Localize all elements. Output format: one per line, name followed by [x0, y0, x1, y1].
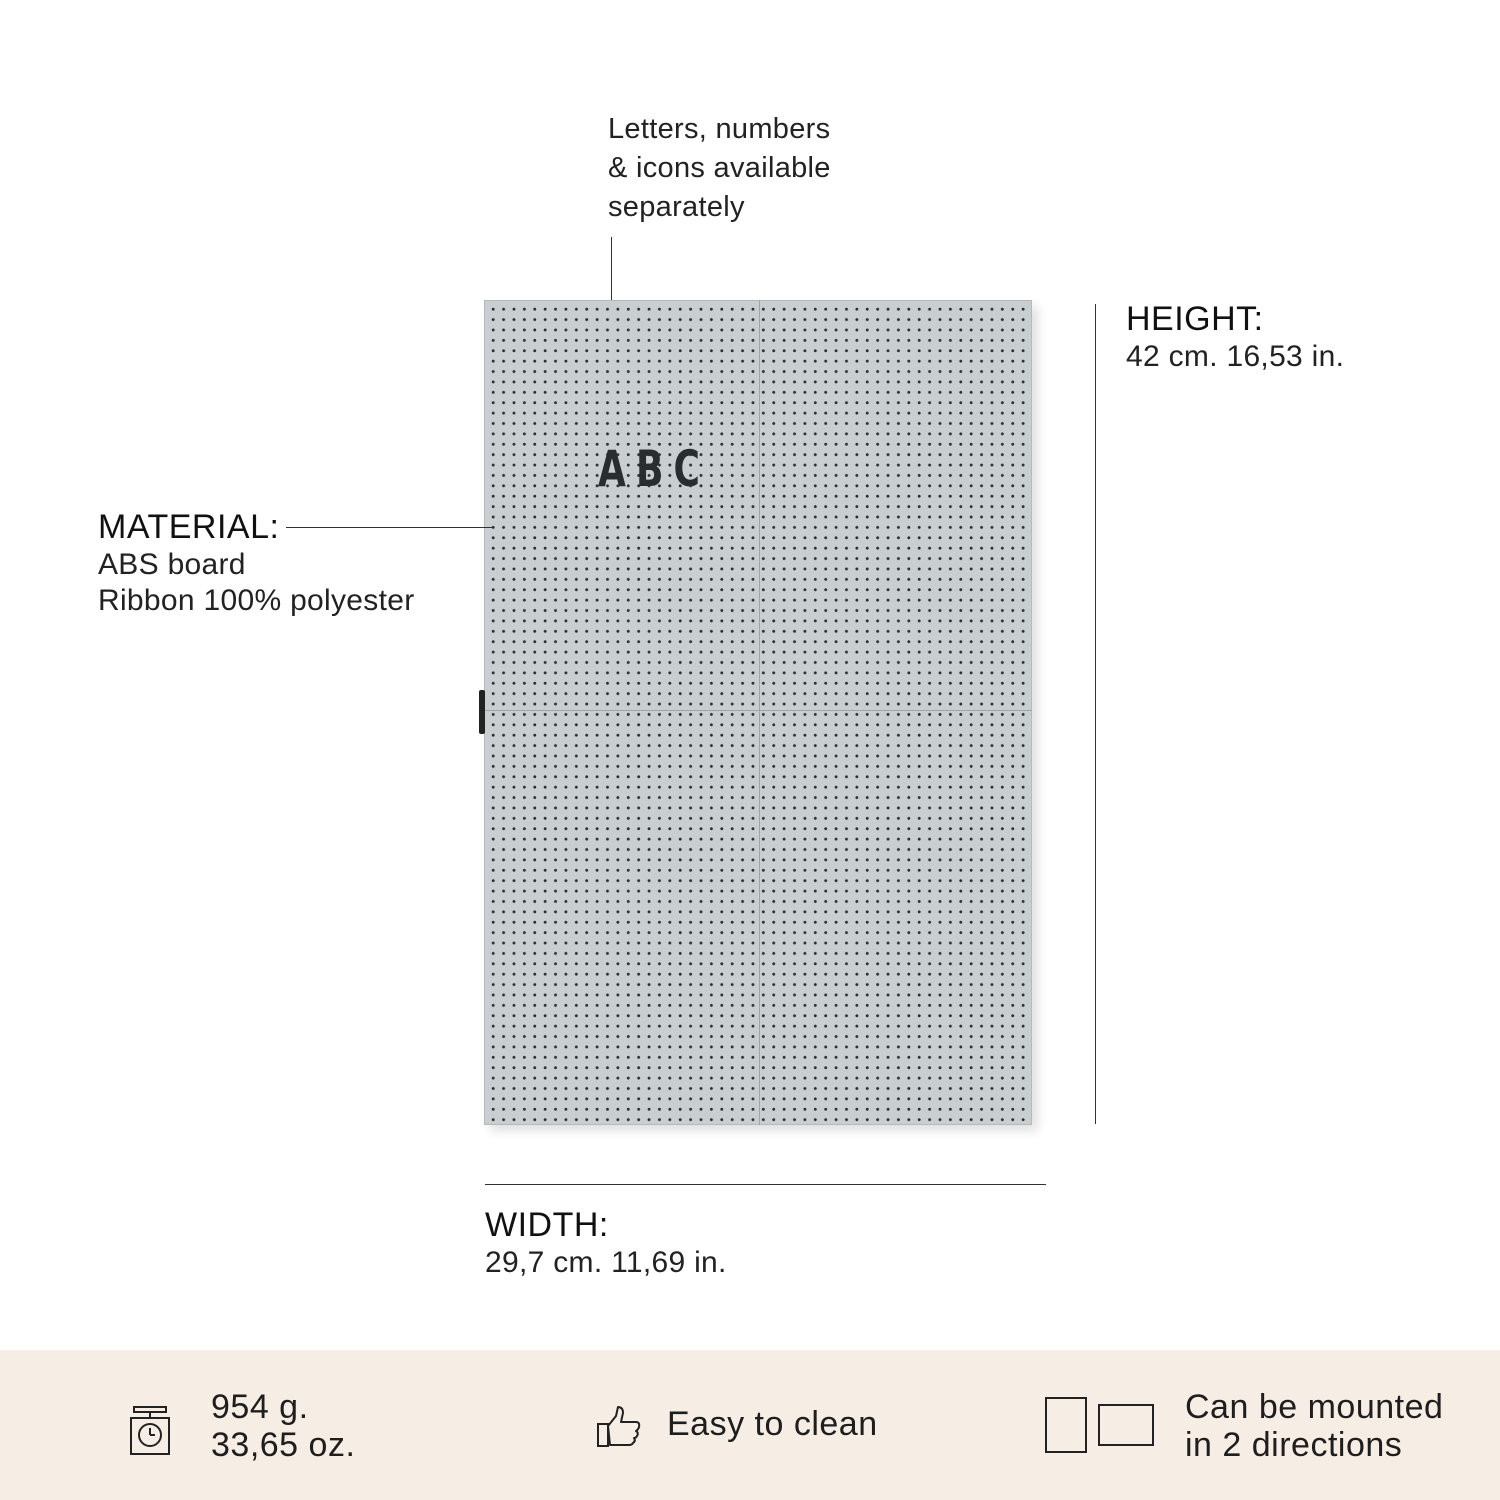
thumbs-up-icon	[596, 1404, 642, 1455]
mount-line-2: in 2 directions	[1185, 1426, 1403, 1464]
letter-board	[484, 300, 1032, 1125]
mount-block	[1185, 1388, 1443, 1464]
material-heading: MATERIAL:	[98, 508, 280, 546]
material-block	[98, 508, 415, 619]
clean-label: Easy to clean	[667, 1405, 878, 1443]
callout-line-1: Letters, numbers	[608, 113, 831, 145]
ribbon-clip	[479, 690, 485, 734]
orientation-icon	[1045, 1396, 1157, 1459]
callout-line-2: & icons available	[608, 152, 831, 184]
height-block	[1126, 300, 1344, 375]
callout-line-3: separately	[608, 191, 745, 223]
weight-grams: 954 g.	[211, 1388, 309, 1426]
scale-icon	[128, 1404, 172, 1461]
mount-line-1: Can be mounted	[1185, 1388, 1444, 1426]
height-dimension-line	[1095, 304, 1096, 1124]
weight-ounces: 33,65 oz.	[211, 1426, 356, 1464]
board-seam-horizontal	[484, 710, 1032, 711]
material-leader-line	[286, 527, 492, 528]
width-dimension-line	[485, 1184, 1046, 1185]
letters-callout	[608, 110, 831, 227]
width-heading: WIDTH:	[485, 1206, 609, 1244]
material-line-1: ABS board	[98, 548, 246, 581]
height-heading: HEIGHT:	[1126, 300, 1264, 338]
weight-block	[211, 1388, 355, 1464]
board-seam-vertical	[759, 300, 760, 1125]
width-value: 29,7 cm. 11,69 in.	[485, 1246, 727, 1279]
features-footer	[0, 1350, 1500, 1500]
board-letters: ABC	[598, 440, 710, 498]
width-block	[485, 1206, 727, 1281]
height-value: 42 cm. 16,53 in.	[1126, 340, 1345, 373]
material-line-2: Ribbon 100% polyester	[98, 584, 415, 617]
